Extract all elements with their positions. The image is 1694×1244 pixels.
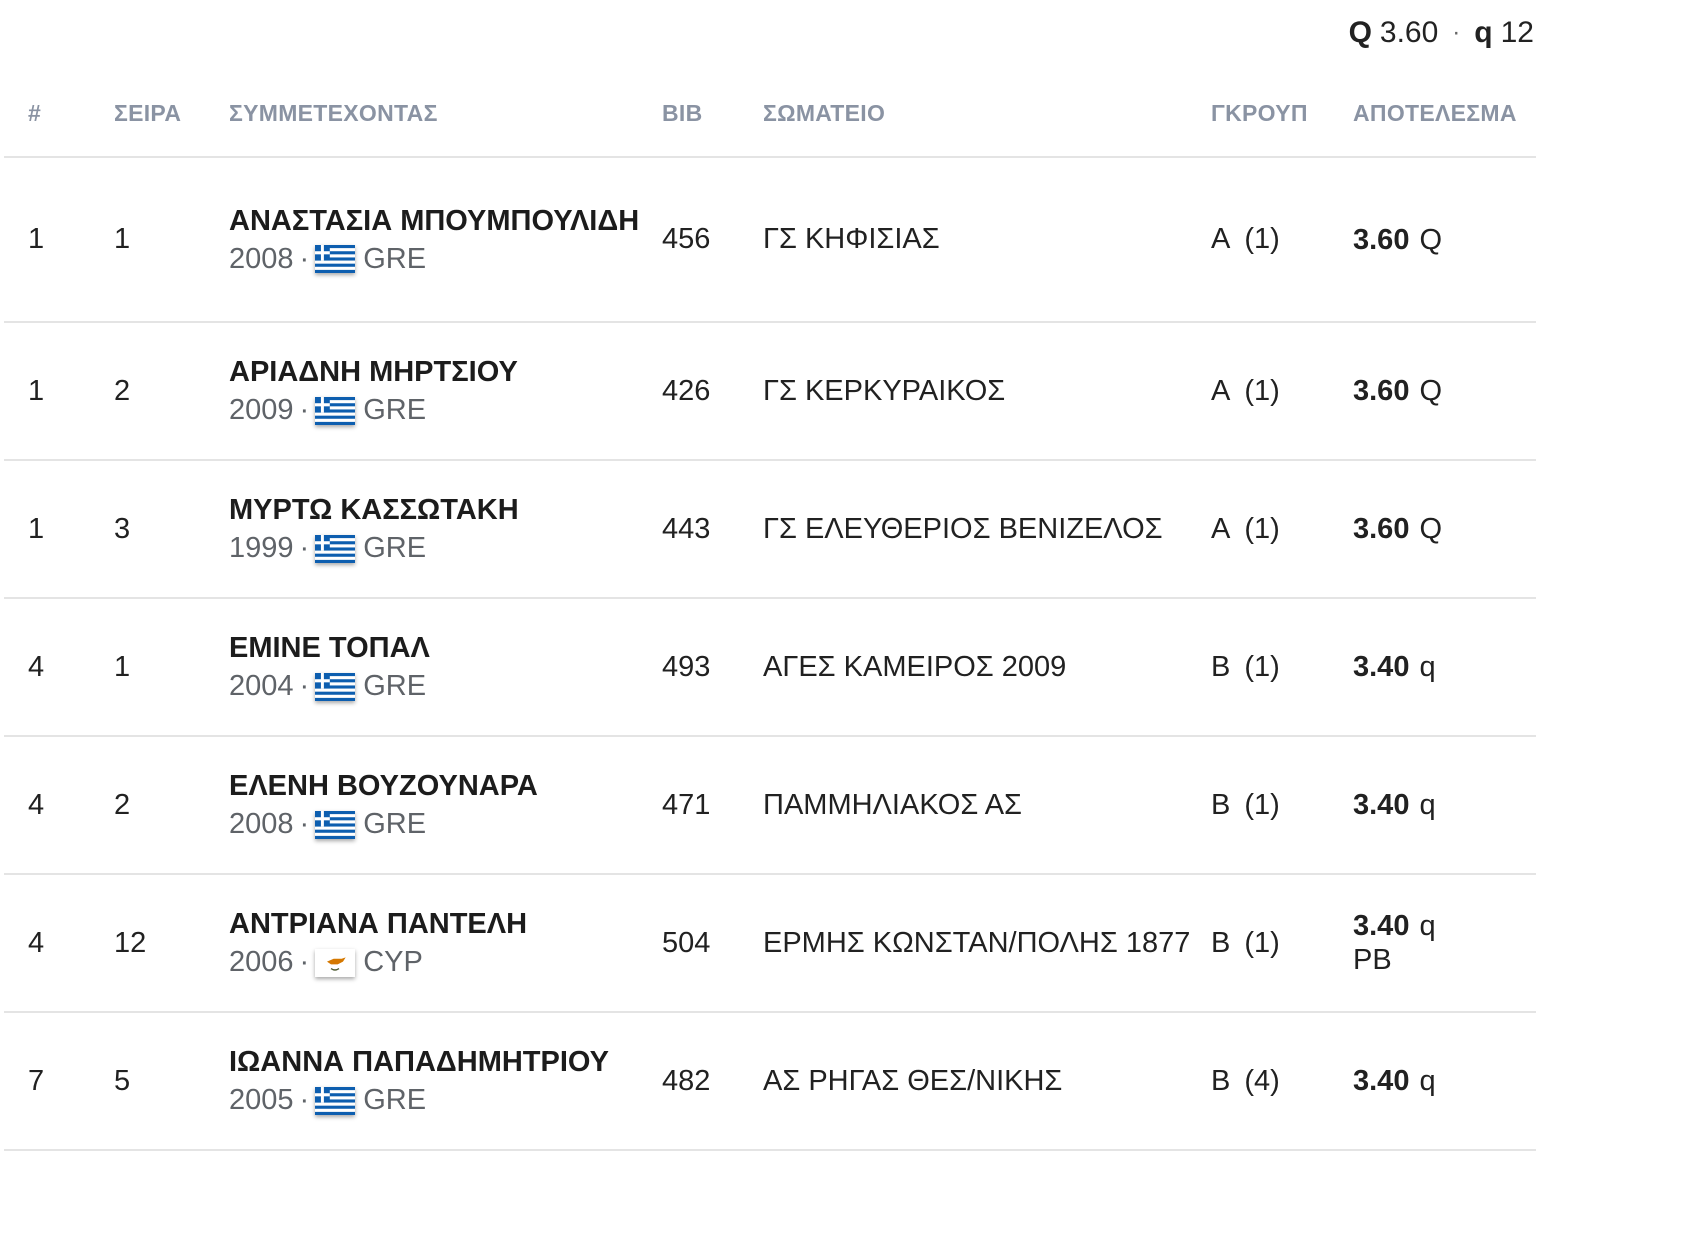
athlete-cell (229, 460, 662, 598)
bib-value: 493 (662, 650, 711, 683)
qualification-small-q-value: 12 (1500, 16, 1534, 49)
qualification-mark: q (1419, 1065, 1436, 1097)
athlete-name[interactable]: ΕΛΕΝΗ ΒΟΥΖΟΥΝΑΡΑ (229, 770, 538, 802)
athlete-meta (229, 946, 662, 979)
birth-year: 2009 (229, 394, 294, 426)
club-name: ΠΑΜΜΗΛΙΑΚΟΣ ΑΣ (763, 788, 1022, 821)
qualification-summary (1349, 16, 1534, 50)
meta-separator: · (299, 808, 310, 840)
bib-cell (662, 598, 763, 736)
group-cell (1211, 598, 1353, 736)
table-row[interactable] (4, 598, 1536, 736)
club-name: ΑΓΕΣ ΚΑΜΕΙΡΟΣ 2009 (763, 650, 1067, 683)
group-number: (1) (1244, 223, 1280, 255)
club-cell (763, 874, 1211, 1012)
bib-value: 471 (662, 788, 711, 821)
club-name: ΕΡΜΗΣ ΚΩΝΣΤΑΝ/ΠΟΛΗΣ 1877 (763, 926, 1191, 959)
meta-separator: · (299, 670, 310, 702)
result-cell (1353, 157, 1536, 322)
cyprus-flag-icon (315, 949, 355, 977)
rank-value: 7 (28, 1064, 45, 1097)
meta-separator: · (299, 242, 310, 275)
group-letter: Β (1211, 1064, 1231, 1097)
group-letter: Α (1211, 512, 1231, 545)
lane-value: 12 (114, 926, 147, 959)
group-cell (1211, 460, 1353, 598)
athlete-name[interactable]: ΙΩΑΝΝΑ ΠΑΠΑΔΗΜΗΤΡΙΟΥ (229, 1046, 610, 1078)
rank-cell (4, 322, 114, 460)
result-cell (1353, 598, 1536, 736)
header-club[interactable]: ΣΩΜΑΤΕΙΟ (763, 70, 1211, 157)
athlete-cell (229, 874, 662, 1012)
birth-year: 2004 (229, 670, 294, 702)
country-code: GRE (363, 242, 427, 275)
bib-cell (662, 460, 763, 598)
greece-flag-icon (315, 811, 355, 839)
lane-value: 2 (114, 788, 131, 821)
bib-cell (662, 736, 763, 874)
table-row[interactable] (4, 460, 1536, 598)
lane-value: 2 (114, 374, 131, 407)
result-value: 3.40 (1353, 651, 1410, 683)
athlete-cell (229, 1012, 662, 1150)
lane-cell (114, 874, 229, 1012)
result-value: 3.40 (1353, 789, 1410, 821)
result-cell (1353, 322, 1536, 460)
group-cell (1211, 322, 1353, 460)
lane-value: 1 (114, 650, 131, 683)
greece-flag-icon (315, 1087, 355, 1115)
qualification-separator: · (1452, 19, 1461, 46)
rank-cell (4, 736, 114, 874)
lane-cell (114, 598, 229, 736)
athlete-name[interactable]: ΑΝΑΣΤΑΣΙΑ ΜΠΟΥΜΠΟΥΛΙΔΗ (229, 204, 640, 237)
results-table (4, 70, 1536, 1151)
header-rank[interactable]: # (4, 70, 114, 157)
group-letter: Α (1211, 374, 1231, 407)
club-cell (763, 460, 1211, 598)
result-cell (1353, 736, 1536, 874)
club-cell (763, 736, 1211, 874)
group-number: (1) (1244, 374, 1280, 407)
header-group[interactable]: ΓΚΡΟΥΠ (1211, 70, 1353, 157)
bib-value: 482 (662, 1064, 711, 1097)
qualification-mark: Q (1419, 223, 1443, 256)
lane-value: 5 (114, 1064, 131, 1097)
athlete-name[interactable]: ΕΜΙΝΕ ΤΟΠΑΛ (229, 632, 430, 664)
table-header-row (4, 70, 1536, 157)
bib-cell (662, 874, 763, 1012)
athlete-meta (229, 394, 662, 427)
athlete-meta (229, 670, 662, 703)
bib-cell (662, 157, 763, 322)
athlete-meta (229, 243, 662, 276)
qualification-mark: q (1419, 910, 1436, 942)
club-name: ΓΣ ΕΛΕΥΘΕΡΙΟΣ ΒΕΝΙΖΕΛΟΣ (763, 512, 1163, 545)
header-bib[interactable]: BIB (662, 70, 763, 157)
result-value: 3.40 (1353, 910, 1410, 942)
group-number: (1) (1244, 650, 1280, 683)
bib-cell (662, 322, 763, 460)
result-value: 3.60 (1353, 223, 1410, 256)
group-cell (1211, 1012, 1353, 1150)
qualification-mark: Q (1419, 513, 1443, 545)
country-code: GRE (363, 532, 427, 564)
lane-cell (114, 157, 229, 322)
qualification-q-label: Q (1348, 16, 1372, 49)
country-code: GRE (363, 1084, 427, 1116)
bib-value: 443 (662, 512, 711, 545)
club-cell (763, 157, 1211, 322)
group-cell (1211, 874, 1353, 1012)
athlete-name[interactable]: ΜΥΡΤΩ ΚΑΣΣΩΤΑΚΗ (229, 494, 519, 526)
group-letter: Β (1211, 926, 1231, 959)
qualification-mark: q (1419, 651, 1436, 683)
bib-cell (662, 1012, 763, 1150)
table-row[interactable] (4, 157, 1536, 322)
result-value: 3.60 (1353, 375, 1410, 407)
athlete-cell (229, 736, 662, 874)
birth-year: 2008 (229, 808, 294, 840)
lane-cell (114, 460, 229, 598)
rank-value: 4 (28, 650, 45, 683)
club-cell (763, 322, 1211, 460)
country-code: CYP (363, 946, 423, 978)
lane-cell (114, 322, 229, 460)
meta-separator: · (299, 1084, 310, 1116)
record-badge: PB (1353, 944, 1392, 976)
lane-cell (114, 1012, 229, 1150)
result-cell (1353, 1012, 1536, 1150)
group-letter: Α (1211, 223, 1231, 255)
lane-cell (114, 736, 229, 874)
header-lane[interactable]: ΣΕΙΡΑ (114, 70, 229, 157)
bib-value: 426 (662, 374, 711, 407)
club-cell (763, 598, 1211, 736)
group-letter: Β (1211, 650, 1231, 683)
athlete-name[interactable]: ΑΝΤΡΙΑΝΑ ΠΑΝΤΕΛΗ (229, 908, 528, 940)
club-name: ΓΣ ΚΕΡΚΥΡΑΙΚΟΣ (763, 374, 1006, 407)
table-row[interactable] (4, 736, 1536, 874)
group-cell (1211, 736, 1353, 874)
bib-value: 456 (662, 223, 711, 255)
club-name: ΓΣ ΚΗΦΙΣΙΑΣ (763, 223, 940, 255)
result-value: 3.40 (1353, 1065, 1410, 1097)
athlete-meta (229, 532, 662, 565)
rank-value: 4 (28, 926, 45, 959)
greece-flag-icon (315, 535, 355, 563)
rank-cell (4, 598, 114, 736)
rank-cell (4, 874, 114, 1012)
club-cell (763, 1012, 1211, 1150)
greece-flag-icon (315, 397, 355, 425)
group-number: (1) (1244, 512, 1280, 545)
group-cell (1211, 157, 1353, 322)
qualification-small-q-label: q (1474, 16, 1493, 49)
group-number: (1) (1244, 788, 1280, 821)
birth-year: 1999 (229, 532, 294, 564)
rank-cell (4, 157, 114, 322)
group-number: (1) (1244, 926, 1280, 959)
athlete-name[interactable]: ΑΡΙΑΔΝΗ ΜΗΡΤΣΙΟΥ (229, 356, 518, 388)
qualification-q-value: 3.60 (1379, 16, 1439, 49)
rank-value: 1 (28, 374, 45, 407)
greece-flag-icon (315, 673, 355, 701)
country-code: GRE (363, 808, 427, 840)
athlete-cell (229, 157, 662, 322)
lane-value: 3 (114, 512, 131, 545)
group-number: (4) (1244, 1064, 1280, 1097)
lane-value: 1 (114, 223, 131, 255)
qualification-mark: Q (1419, 375, 1443, 407)
table-row[interactable] (4, 322, 1536, 460)
rank-cell (4, 1012, 114, 1150)
meta-separator: · (299, 394, 310, 426)
rank-value: 1 (28, 512, 45, 545)
birth-year: 2006 (229, 946, 294, 978)
group-letter: Β (1211, 788, 1231, 821)
result-value: 3.60 (1353, 513, 1410, 545)
table-row[interactable] (4, 874, 1536, 1012)
header-athlete[interactable]: ΣΥΜΜΕΤΕΧΟΝΤΑΣ (229, 70, 662, 157)
meta-separator: · (299, 946, 310, 978)
country-code: GRE (363, 670, 427, 702)
birth-year: 2008 (229, 242, 294, 275)
athlete-cell (229, 322, 662, 460)
result-cell (1353, 460, 1536, 598)
rank-cell (4, 460, 114, 598)
table-row[interactable] (4, 1012, 1536, 1150)
country-code: GRE (363, 394, 427, 426)
meta-separator: · (299, 532, 310, 564)
qualification-mark: q (1419, 789, 1436, 821)
club-name: ΑΣ ΡΗΓΑΣ ΘΕΣ/ΝΙΚΗΣ (763, 1064, 1063, 1097)
rank-value: 4 (28, 788, 45, 821)
rank-value: 1 (28, 223, 45, 255)
athlete-meta (229, 1084, 662, 1117)
birth-year: 2005 (229, 1084, 294, 1116)
result-cell (1353, 874, 1536, 1012)
bib-value: 504 (662, 926, 711, 959)
athlete-cell (229, 598, 662, 736)
header-result[interactable]: ΑΠΟΤΕΛΕΣΜΑ (1353, 70, 1536, 157)
athlete-meta (229, 808, 662, 841)
greece-flag-icon (315, 245, 355, 273)
